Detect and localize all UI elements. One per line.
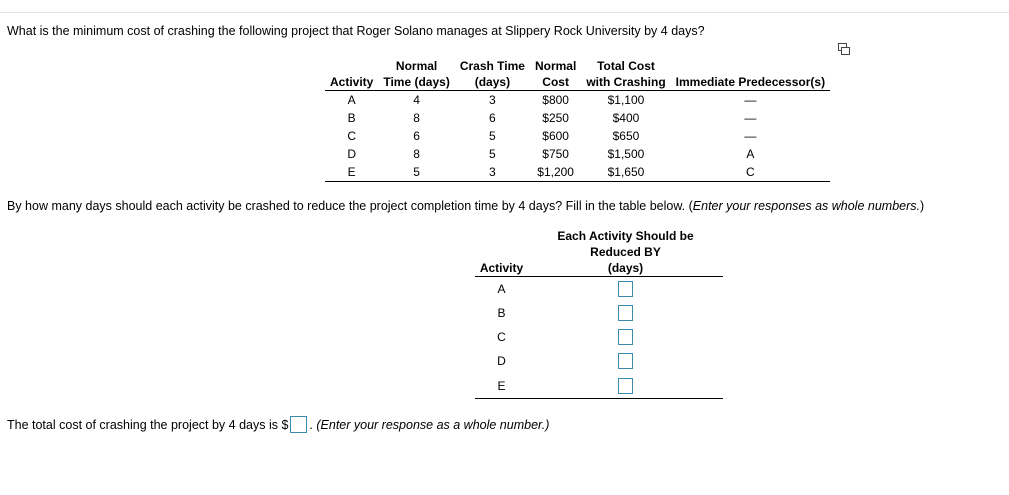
copy-icon[interactable] (838, 43, 850, 55)
project-data-table (325, 58, 830, 182)
cell-normal-cost: $750 (542, 147, 569, 161)
answer-activity-label: D (497, 354, 506, 368)
answer-table (475, 228, 723, 399)
table-row (325, 91, 830, 110)
answer-cell (528, 301, 723, 325)
answer-activity-label: E (475, 373, 528, 399)
cell-total-cost: $650 (612, 129, 640, 143)
header-top-activity (325, 58, 378, 74)
reduce-input-d[interactable] (618, 353, 633, 369)
table-row (475, 301, 723, 325)
cell-normal-time: 8 (413, 147, 420, 161)
header-top-predecessor (671, 58, 830, 74)
cell-predecessor: C (671, 163, 830, 182)
cell-total-cost: $1,500 (607, 147, 645, 161)
header-normal-cost: Cost (530, 74, 581, 91)
header-top-normal-time: Normal (395, 59, 438, 73)
total-cost-input[interactable] (290, 416, 307, 433)
header-top-normal-cost: Normal (534, 59, 577, 73)
total-hint: (Enter your response as a whole number.) (316, 418, 550, 432)
answer-cell (528, 349, 723, 373)
cell-total-cost: $1,100 (607, 93, 645, 107)
answer-activity-label: B (497, 306, 506, 320)
cell-normal-time: 5 (378, 163, 454, 182)
question-text: What is the minimum cost of crashing the following project that Roger Solano manages at Slippery Rock University by 4 days? (7, 24, 705, 38)
table-row (475, 373, 723, 399)
cell-activity: A (347, 93, 356, 107)
cell-normal-cost: $250 (542, 111, 569, 125)
total-cost-line (7, 416, 549, 433)
table-row (475, 349, 723, 373)
cell-activity: E (325, 163, 378, 182)
header-normal-time: Time (days) (378, 74, 454, 91)
header-predecessor: Immediate Predecessor(s) (671, 74, 830, 91)
table-row (325, 109, 830, 127)
cell-activity: C (347, 129, 357, 143)
cell-normal-time: 4 (413, 93, 420, 107)
answer-activity-label: A (497, 282, 506, 296)
cell-predecessor: — (744, 129, 757, 143)
cell-predecessor: — (744, 111, 757, 125)
cell-normal-cost: $1,200 (530, 163, 581, 182)
table-row (325, 127, 830, 145)
reduce-input-a[interactable] (618, 281, 633, 297)
reduce-input-b[interactable] (618, 305, 633, 321)
instruction-text (7, 199, 924, 213)
answer-header-activity: Activity (475, 228, 528, 277)
header-crash-time: (days) (455, 74, 530, 91)
instruction-main: By how many days should each activity be crashed to reduce the project completion time by 4 days? Fill in the table below. ( (7, 199, 693, 213)
cell-predecessor: — (744, 93, 757, 107)
table-row (325, 163, 830, 182)
reduce-input-c[interactable] (618, 329, 633, 345)
cell-activity: D (347, 147, 357, 161)
header-top-crash-time: Crash Time (459, 59, 525, 73)
answer-activity-label: C (497, 330, 506, 344)
cell-crash-time: 3 (489, 93, 496, 107)
cell-crash-time: 5 (489, 129, 496, 143)
cell-crash-time: 6 (489, 111, 496, 125)
cell-normal-cost: $600 (542, 129, 569, 143)
answer-header-line-3: (days) (607, 261, 644, 275)
cell-crash-time: 3 (455, 163, 530, 182)
cell-predecessor: A (746, 147, 755, 161)
cell-normal-time: 6 (413, 129, 420, 143)
cell-normal-cost: $800 (542, 93, 569, 107)
answer-header-line-2: Reduced BY (590, 245, 661, 259)
answer-cell (528, 277, 723, 302)
cell-normal-time: 8 (413, 111, 420, 125)
table-row (325, 145, 830, 163)
header-activity: Activity (325, 74, 378, 91)
instruction-close: ) (919, 199, 925, 213)
total-text: The total cost of crashing the project by 4 days is $ (7, 418, 289, 432)
total-after: . (309, 418, 313, 432)
top-divider (0, 12, 1009, 13)
header-top-total-cost: Total Cost (597, 59, 655, 73)
cell-activity: B (347, 111, 356, 125)
cell-total-cost: $400 (612, 111, 640, 125)
reduce-input-e[interactable] (618, 378, 633, 394)
answer-cell (528, 325, 723, 349)
instruction-hint: Enter your responses as whole numbers. (692, 199, 920, 213)
cell-total-cost: $1,650 (581, 163, 670, 182)
answer-header-line-1: Each Activity Should be (557, 229, 694, 243)
table-row (475, 325, 723, 349)
cell-crash-time: 5 (489, 147, 496, 161)
answer-cell (528, 373, 723, 399)
header-total-cost: with Crashing (581, 74, 670, 91)
table-row (475, 277, 723, 302)
answer-header-reduce (528, 228, 723, 277)
